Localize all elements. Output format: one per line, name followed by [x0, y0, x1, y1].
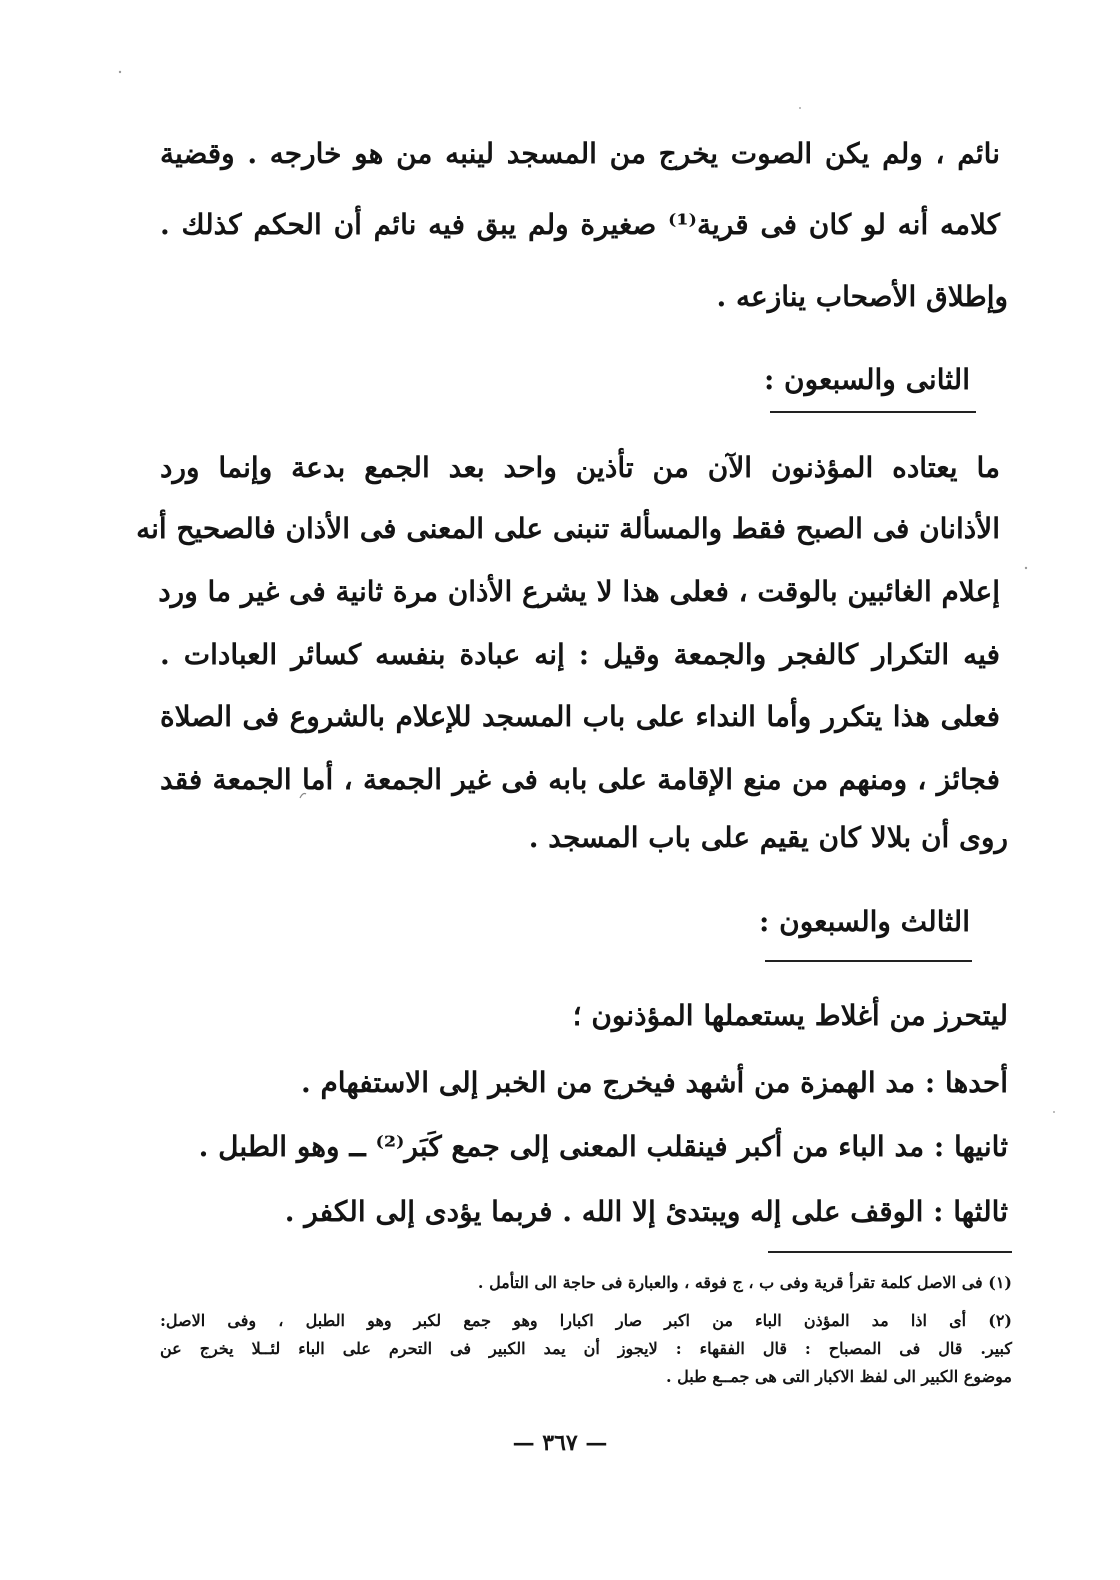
paragraph-2-line-2: الأذانان فى الصبح فقط والمسألة تنبنى على المعنى فى الأذان فالصحيح أنه — [136, 512, 1000, 545]
section-heading-72: الثانى والسبعون : — [763, 363, 970, 396]
paragraph-2-line-1: ما يعتاده المؤذنون الآن من تأذين واحد بعد الجمع بدعة وإنما ورد — [160, 451, 1000, 484]
paragraph-2-line-4: فيه التكرار كالفجر والجمعة وقيل : إنه عبادة بنفسه كسائر العبادات . — [160, 638, 1000, 671]
heading-underline-73 — [765, 960, 972, 962]
footnote-2-line-3: موضوع الكبير الى لفظ الاكبار التى هى جمــع طبل . — [666, 1367, 1012, 1386]
paragraph-3-line-4: ثالثها : الوقف على إله ويبتدئ إلا الله . فربما يؤدى إلى الكفر . — [284, 1195, 1008, 1228]
footnote-separator — [768, 1251, 1012, 1253]
footnote-1: (١) فى الاصل كلمة تقرأ قرية وفى ب ، ج فوقه ، والعبارة فى حاجة الى التأمل . — [477, 1273, 1012, 1292]
paragraph-1-line-3: وإطلاق الأصحاب ينازعه . — [716, 280, 1008, 313]
footnote-2-line-1: (٢) أى اذا مد المؤذن الباء من اكبر صار اكبارا وهو جمع لكبر وهو الطبل ، وفى الاصل: — [160, 1311, 1012, 1330]
paragraph-3-line-3: ثانيها : مد الباء من أكبر فينقلب المعنى إلى جمع كَبَر⁽²⁾ ــ وهو الطبل . — [198, 1130, 1008, 1163]
paragraph-1-line-2: كلامه أنه لو كان فى قرية⁽¹⁾ صغيرة ولم يبق فيه نائم أن الحكم كذلك . — [160, 208, 1000, 241]
section-heading-73: الثالث والسبعون : — [759, 905, 970, 938]
heading-underline-72 — [770, 411, 976, 413]
footnote-2-line-2: كبير. قال فى المصباح : قال الفقهاء : لايجوز أن يمد الكبير فى التحرم على الباء لئــلا يخرج عن — [160, 1339, 1012, 1358]
paragraph-3-line-2: أحدها : مد الهمزة من أشهد فيخرج من الخبر إلى الاستفهام . — [300, 1066, 1008, 1099]
paragraph-2-line-7: روى أن بلالا كان يقيم على باب المسجد . — [528, 821, 1008, 854]
paragraph-2-line-3: إعلام الغائبين بالوقت ، فعلى هذا لا يشرع الأذان مرة ثانية فى غير ما ورد — [158, 575, 1000, 608]
paragraph-1-line-1: نائم ، ولم يكن الصوت يخرج من المسجد لينبه من هو خارجه . وقضية — [160, 137, 1000, 170]
paragraph-3-line-1: ليتحرز من أغلاط يستعملها المؤذنون ؛ — [572, 999, 1008, 1032]
page-number: — ٣٦٧ — — [512, 1430, 608, 1456]
paragraph-2-line-5: فعلى هذا يتكرر وأما النداء على باب المسجد للإعلام بالشروع فى الصلاة — [160, 700, 1000, 733]
paragraph-2-line-6: فجائز ، ومنهم من منع الإقامة على بابه فى غير الجمعة ، أما الجمعة فقد — [160, 763, 1000, 796]
